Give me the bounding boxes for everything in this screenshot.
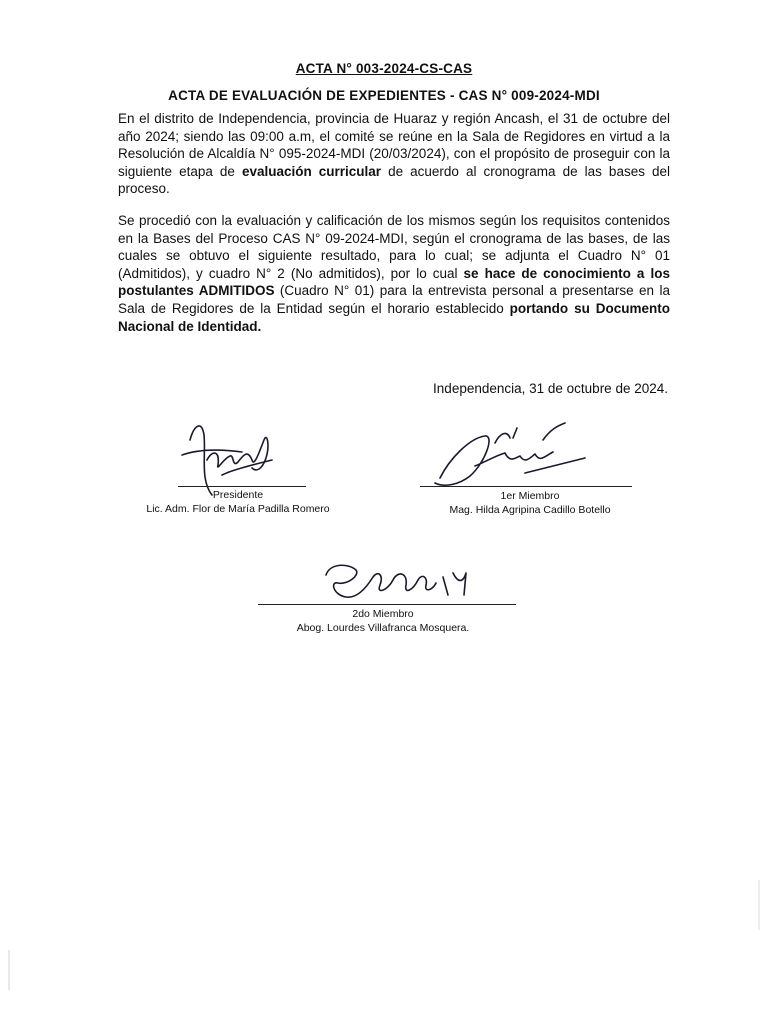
miembro1-block bbox=[410, 489, 650, 517]
miembro1-signature-line bbox=[420, 486, 632, 487]
paragraph-opening bbox=[118, 110, 670, 198]
miembro2-role: 2do Miembro bbox=[352, 608, 414, 620]
paragraph-opening-text-a: En el distrito de Independencia, provincia de Huaraz y región Ancash, el 31 de octubre del año 2024; siendo las 09:00 a.m, el comité se reúne en la Sala de Regidores en virtud a la Resolución de Alcaldía N° 095-2024-MDI (20/03/2024), con el propósito de proseguir con la siguiente etapa de bbox=[118, 111, 670, 179]
miembro2-name: Abog. Lourdes Villafranca Mosquera. bbox=[296, 622, 470, 634]
miembro1-role: 1er Miembro bbox=[500, 490, 560, 502]
acta-number-heading: ACTA N° 003-2024-CS-CAS bbox=[295, 61, 473, 76]
paragraph-opening-text-b: de acuerdo al cronograma de las bases del proceso. bbox=[118, 163, 671, 197]
miembro2-signature-line bbox=[258, 604, 516, 605]
paragraph-result-text-a: Se procedió con la evaluación y calificación de los mismos según los requisitos contenidos en la Bases del Proceso CAS N° 09-2024-MDI, según el cronograma de las bases, de las cuales se obtuvo el siguiente resultado, para lo cual; se adjunta el Cuadro N° 01 (Admitidos), y cuadro N° 2 (No admitidos), por lo cual bbox=[118, 213, 670, 281]
miembro1-name: Mag. Hilda Agripina Cadillo Botello bbox=[449, 504, 611, 516]
scan-artifact bbox=[758, 880, 760, 930]
miembro2-signature bbox=[318, 555, 468, 610]
paragraph-result-text-b: (Cuadro N° 01) para la entrevista personal a presentarse en la Sala de Regidores de la Entidad según el horario establecido bbox=[118, 283, 670, 316]
paragraph-result-bold-b: portando su Documento Nacional de Identidad. bbox=[118, 300, 671, 334]
presidente-signature-line bbox=[178, 486, 306, 487]
presidente-role: Presidente bbox=[212, 489, 264, 501]
paragraph-result-bold-a: se hace de conocimiento a los postulantes ADMITIDOS bbox=[118, 265, 670, 299]
presidente-block bbox=[118, 488, 358, 516]
presidente-name: Lic. Adm. Flor de María Padilla Romero bbox=[146, 503, 330, 515]
date-line: Independencia, 31 de octubre de 2024. bbox=[433, 381, 668, 396]
miembro1-signature bbox=[425, 418, 590, 493]
paragraph-result bbox=[118, 212, 670, 335]
paragraph-opening-bold-a: evaluación curricular bbox=[241, 163, 382, 179]
scan-artifact bbox=[8, 950, 10, 990]
miembro2-block bbox=[268, 607, 498, 635]
acta-title-heading: ACTA DE EVALUACIÓN DE EXPEDIENTES - CAS N° 009-2024-MDI bbox=[168, 88, 600, 103]
